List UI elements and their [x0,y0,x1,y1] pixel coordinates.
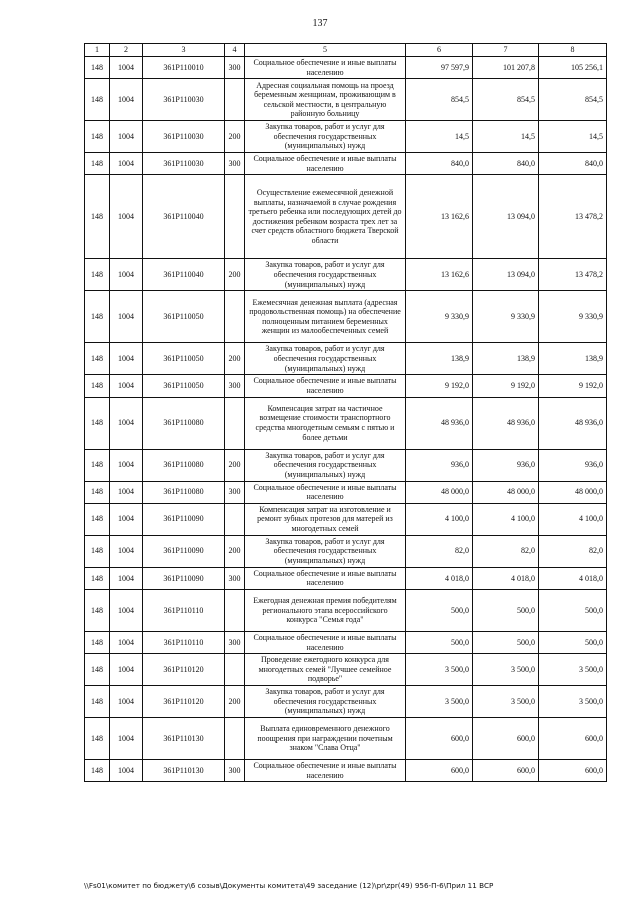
amount-col8-cell: 48 000,0 [539,481,607,503]
description-cell: Социальное обеспечение и иные выплаты населению [245,631,406,653]
target-article-cell: 361Р110030 [143,121,225,153]
amount-col6-cell: 9 192,0 [406,375,473,397]
description-cell: Закупка товаров, работ и услуг для обеспечения государственных (муниципальных) нужд [245,343,406,375]
table-row [85,589,607,631]
row-code-cell: 148 [85,449,110,481]
amount-col8-cell: 4 018,0 [539,567,607,589]
expense-type-cell [225,654,245,686]
row-code-cell: 148 [85,121,110,153]
row-code-cell: 148 [85,57,110,79]
expense-type-cell: 200 [225,449,245,481]
section-code-cell: 1004 [110,481,143,503]
amount-col7-cell: 9 192,0 [473,375,539,397]
section-code-cell: 1004 [110,291,143,343]
amount-col7-cell: 500,0 [473,589,539,631]
page-number: 137 [312,18,328,29]
amount-col6-cell: 97 597,9 [406,57,473,79]
section-code-cell: 1004 [110,175,143,259]
table-row [85,121,607,153]
amount-col8-cell: 3 500,0 [539,686,607,718]
row-code-cell: 148 [85,397,110,449]
table-row [85,343,607,375]
amount-col7-cell: 13 094,0 [473,259,539,291]
amount-col7-cell: 101 207,8 [473,57,539,79]
amount-col7-cell: 4 100,0 [473,503,539,535]
section-code-cell: 1004 [110,153,143,175]
amount-col6-cell: 840,0 [406,153,473,175]
table-row [85,259,607,291]
table-row [85,535,607,567]
expense-type-cell: 200 [225,686,245,718]
row-code-cell: 148 [85,631,110,653]
amount-col7-cell: 138,9 [473,343,539,375]
table-row [85,375,607,397]
amount-col8-cell: 9 330,9 [539,291,607,343]
row-code-cell: 148 [85,343,110,375]
table-row [85,397,607,449]
amount-col7-cell: 600,0 [473,718,539,760]
target-article-cell: 361Р110040 [143,175,225,259]
target-article-cell: 361Р110040 [143,259,225,291]
table-row [85,153,607,175]
expense-type-cell: 200 [225,121,245,153]
expense-type-cell [225,503,245,535]
table-row [85,503,607,535]
amount-col7-cell: 48 936,0 [473,397,539,449]
expense-type-cell: 300 [225,760,245,782]
section-code-cell: 1004 [110,79,143,121]
amount-col7-cell: 4 018,0 [473,567,539,589]
amount-col6-cell: 3 500,0 [406,686,473,718]
description-cell: Выплата единовременного денежного поощрения при награждении почетным знаком "Слава Отца" [245,718,406,760]
description-cell: Закупка товаров, работ и услуг для обеспечения государственных (муниципальных) нужд [245,449,406,481]
amount-col7-cell: 840,0 [473,153,539,175]
amount-col6-cell: 936,0 [406,449,473,481]
section-code-cell: 1004 [110,567,143,589]
target-article-cell: 361Р110120 [143,686,225,718]
table-row [85,79,607,121]
amount-col8-cell: 4 100,0 [539,503,607,535]
header-cell: 3 [143,44,225,57]
row-code-cell: 148 [85,535,110,567]
section-code-cell: 1004 [110,503,143,535]
expense-type-cell [225,175,245,259]
target-article-cell: 361Р110050 [143,343,225,375]
target-article-cell: 361Р110110 [143,631,225,653]
amount-col8-cell: 600,0 [539,760,607,782]
amount-col7-cell: 936,0 [473,449,539,481]
row-code-cell: 148 [85,175,110,259]
description-cell: Социальное обеспечение и иные выплаты населению [245,153,406,175]
amount-col8-cell: 936,0 [539,449,607,481]
row-code-cell: 148 [85,291,110,343]
target-article-cell: 361Р110080 [143,449,225,481]
target-article-cell: 361Р110030 [143,153,225,175]
description-cell: Социальное обеспечение и иные выплаты населению [245,481,406,503]
table-row [85,760,607,782]
target-article-cell: 361Р110030 [143,79,225,121]
description-cell: Закупка товаров, работ и услуг для обеспечения государственных (муниципальных) нужд [245,686,406,718]
amount-col8-cell: 600,0 [539,718,607,760]
table-row [85,57,607,79]
amount-col8-cell: 9 192,0 [539,375,607,397]
amount-col7-cell: 600,0 [473,760,539,782]
amount-col8-cell: 3 500,0 [539,654,607,686]
target-article-cell: 361Р110090 [143,567,225,589]
description-cell: Ежемесячная денежная выплата (адресная продовольственная помощь) на обеспечение полноценным питанием беременных женщин из малообеспеченных семей [245,291,406,343]
amount-col8-cell: 854,5 [539,79,607,121]
target-article-cell: 361Р110010 [143,57,225,79]
expense-type-cell [225,397,245,449]
section-code-cell: 1004 [110,375,143,397]
amount-col6-cell: 82,0 [406,535,473,567]
expense-type-cell [225,291,245,343]
expense-type-cell [225,589,245,631]
amount-col7-cell: 3 500,0 [473,686,539,718]
section-code-cell: 1004 [110,449,143,481]
row-code-cell: 148 [85,654,110,686]
row-code-cell: 148 [85,375,110,397]
amount-col7-cell: 3 500,0 [473,654,539,686]
header-cell: 5 [245,44,406,57]
expense-type-cell [225,79,245,121]
description-cell: Закупка товаров, работ и услуг для обеспечения государственных (муниципальных) нужд [245,535,406,567]
expense-type-cell: 300 [225,57,245,79]
target-article-cell: 361Р110050 [143,375,225,397]
section-code-cell: 1004 [110,121,143,153]
table-row [85,654,607,686]
amount-col8-cell: 500,0 [539,589,607,631]
header-cell: 8 [539,44,607,57]
amount-col6-cell: 600,0 [406,760,473,782]
amount-col6-cell: 3 500,0 [406,654,473,686]
expense-type-cell: 200 [225,535,245,567]
section-code-cell: 1004 [110,631,143,653]
row-code-cell: 148 [85,589,110,631]
target-article-cell: 361Р110050 [143,291,225,343]
section-code-cell: 1004 [110,57,143,79]
row-code-cell: 148 [85,718,110,760]
amount-col8-cell: 500,0 [539,631,607,653]
amount-col8-cell: 138,9 [539,343,607,375]
row-code-cell: 148 [85,153,110,175]
amount-col7-cell: 14,5 [473,121,539,153]
amount-col7-cell: 500,0 [473,631,539,653]
target-article-cell: 361Р110080 [143,397,225,449]
expense-type-cell: 300 [225,153,245,175]
amount-col6-cell: 138,9 [406,343,473,375]
row-code-cell: 148 [85,760,110,782]
expense-type-cell: 200 [225,343,245,375]
description-cell: Компенсация затрат на изготовление и ремонт зубных протезов для матерей из многодетных семей [245,503,406,535]
amount-col8-cell: 13 478,2 [539,259,607,291]
description-cell: Адресная социальная помощь на проезд беременным женщинам, проживающим в сельской местности, в центральную районную больницу [245,79,406,121]
expense-type-cell: 200 [225,259,245,291]
amount-col6-cell: 500,0 [406,631,473,653]
amount-col7-cell: 48 000,0 [473,481,539,503]
amount-col7-cell: 82,0 [473,535,539,567]
table-row [85,291,607,343]
amount-col6-cell: 9 330,9 [406,291,473,343]
table-header-row [85,44,607,57]
table-row [85,175,607,259]
description-cell: Компенсация затрат на частичное возмещение стоимости транспортного средства многодетным семьям с пятью и более детьми [245,397,406,449]
section-code-cell: 1004 [110,343,143,375]
amount-col7-cell: 854,5 [473,79,539,121]
description-cell: Социальное обеспечение и иные выплаты населению [245,375,406,397]
section-code-cell: 1004 [110,535,143,567]
table-row [85,481,607,503]
amount-col6-cell: 4 018,0 [406,567,473,589]
row-code-cell: 148 [85,79,110,121]
amount-col6-cell: 48 936,0 [406,397,473,449]
table-row [85,567,607,589]
amount-col6-cell: 13 162,6 [406,259,473,291]
amount-col8-cell: 14,5 [539,121,607,153]
section-code-cell: 1004 [110,760,143,782]
target-article-cell: 361Р110110 [143,589,225,631]
header-cell: 1 [85,44,110,57]
description-cell: Осуществление ежемесячной денежной выплаты, назначаемой в случае рождения третьего ребенка или последующих детей до достижения ребенком возраста трех лет за счет средств областного бюджета Тверской области [245,175,406,259]
description-cell: Социальное обеспечение и иные выплаты населению [245,57,406,79]
amount-col6-cell: 14,5 [406,121,473,153]
row-code-cell: 148 [85,686,110,718]
table-row [85,631,607,653]
row-code-cell: 148 [85,481,110,503]
amount-col6-cell: 48 000,0 [406,481,473,503]
row-code-cell: 148 [85,503,110,535]
description-cell: Ежегодная денежная премия победителям регионального этапа всероссийского конкурса "Семья года" [245,589,406,631]
description-cell: Закупка товаров, работ и услуг для обеспечения государственных (муниципальных) нужд [245,259,406,291]
section-code-cell: 1004 [110,589,143,631]
budget-table [84,43,607,782]
section-code-cell: 1004 [110,397,143,449]
amount-col8-cell: 48 936,0 [539,397,607,449]
expense-type-cell [225,718,245,760]
amount-col7-cell: 9 330,9 [473,291,539,343]
target-article-cell: 361Р110130 [143,718,225,760]
expense-type-cell: 300 [225,375,245,397]
description-cell: Социальное обеспечение и иные выплаты населению [245,567,406,589]
amount-col8-cell: 82,0 [539,535,607,567]
row-code-cell: 148 [85,567,110,589]
amount-col7-cell: 13 094,0 [473,175,539,259]
table-row [85,449,607,481]
amount-col8-cell: 840,0 [539,153,607,175]
header-cell: 7 [473,44,539,57]
expense-type-cell: 300 [225,567,245,589]
header-cell: 2 [110,44,143,57]
target-article-cell: 361Р110130 [143,760,225,782]
section-code-cell: 1004 [110,259,143,291]
table-row [85,686,607,718]
amount-col6-cell: 600,0 [406,718,473,760]
header-cell: 6 [406,44,473,57]
amount-col8-cell: 13 478,2 [539,175,607,259]
section-code-cell: 1004 [110,686,143,718]
target-article-cell: 361Р110120 [143,654,225,686]
header-cell: 4 [225,44,245,57]
table-row [85,718,607,760]
expense-type-cell: 300 [225,481,245,503]
description-cell: Закупка товаров, работ и услуг для обеспечения государственных (муниципальных) нужд [245,121,406,153]
description-cell: Социальное обеспечение и иные выплаты населению [245,760,406,782]
amount-col6-cell: 854,5 [406,79,473,121]
amount-col6-cell: 500,0 [406,589,473,631]
section-code-cell: 1004 [110,718,143,760]
target-article-cell: 361Р110090 [143,535,225,567]
footer-file-path: \\Fs01\комитет по бюджету\6 созыв\Документы комитета\49 заседание (12)\pr\zpr(49) 956-П-6\Прил 11 ВСР [84,881,494,890]
section-code-cell: 1004 [110,654,143,686]
amount-col8-cell: 105 256,1 [539,57,607,79]
row-code-cell: 148 [85,259,110,291]
target-article-cell: 361Р110080 [143,481,225,503]
target-article-cell: 361Р110090 [143,503,225,535]
amount-col6-cell: 13 162,6 [406,175,473,259]
description-cell: Проведение ежегодного конкурса для многодетных семей "Лучшее семейное подворье" [245,654,406,686]
amount-col6-cell: 4 100,0 [406,503,473,535]
expense-type-cell: 300 [225,631,245,653]
